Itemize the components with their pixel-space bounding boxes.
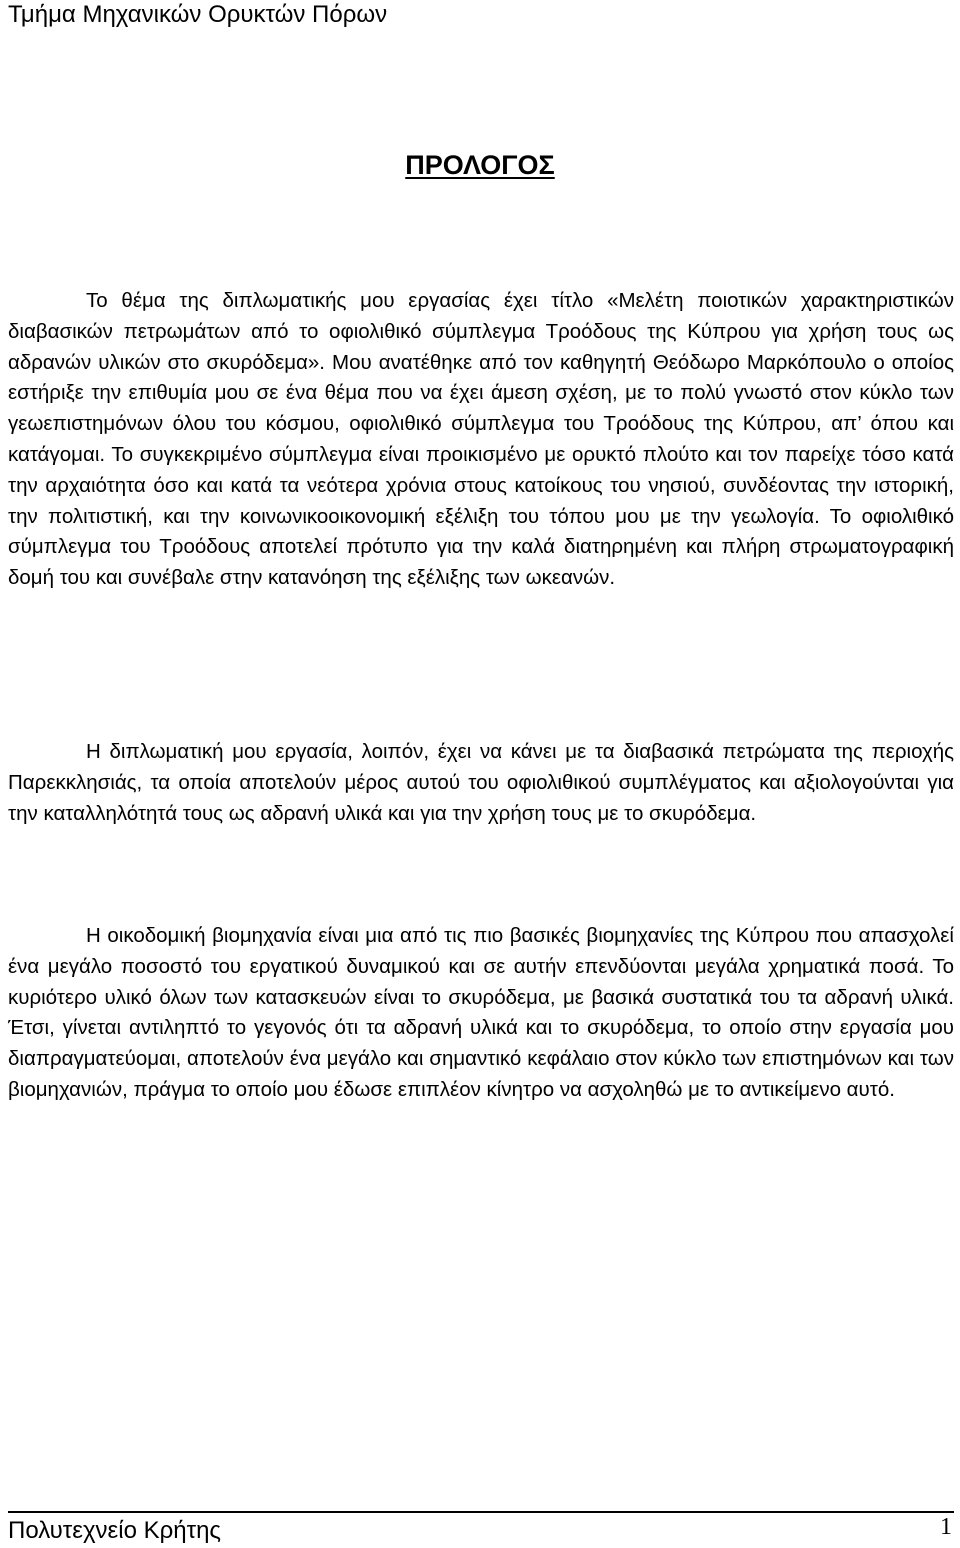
paragraph-2: Η διπλωματική μου εργασία, λοιπόν, έχει να κάνει με τα διαβασικά πετρώματα της περιοχής Παρεκκλησιάς, τα οποία αποτελούν μέρος αυτού του οφιολιθικού συμπλέγματος και αξιολογούνται για την καταλληλότητά τους ως αδρανή υλικά και για την χρήση τους με το σκυρόδεμα. — [8, 740, 954, 825]
footer-institution: Πολυτεχνείο Κρήτης — [8, 1517, 221, 1544]
section-title — [0, 148, 960, 182]
running-header: Τμήμα Μηχανικών Ορυκτών Πόρων — [8, 1, 388, 28]
section-title-text: ΠΡΟΛΟΓΟΣ — [405, 150, 555, 180]
paragraph-1: Το θέμα της διπλωματικής μου εργασίας έχει τίτλο «Μελέτη ποιοτικών χαρακτηριστικών διαβασικών πετρωμάτων από το οφιολιθικό σύμπλεγμα Τροόδους της Κύπρου για χρήση τους ως αδρανών υλικών στο σκυρόδεμα». Μου ανατέθηκε από τον καθηγητή Θεόδωρο Μαρκόπουλο ο οποίος εστήριξε την επιθυμία μου σε ένα θέμα που να έχει άμεση σχέση, με το πολύ γνωστό στον κύκλο των γεωεπιστημόνων όλου του κόσμου, οφιολιθικό σύμπλεγμα του Τροόδους της Κύπρου, απ’ όπου και κατάγομαι. Το συγκεκριμένο σύμπλεγμα είναι προικισμένο με ορυκτό πλούτο και τον παρείχε τόσο κατά την αρχαιότητα όσο και κατά τα νεότερα χρόνια στους κατοίκους του νησιού, συνδέοντας την ιστορική, την πολιτιστική, και την κοινωνικοοικονομική εξέλιξη του τόπου μου με την γεωλογία. Το οφιολιθικό σύμπλεγμα του Τροόδους αποτελεί πρότυπο για την καλά διατηρημένη και πλήρη στρωματογραφική δομή του και συνέβαλε στην κατανόηση της εξέλιξης των ωκεανών. — [8, 289, 954, 590]
page-number: 1 — [940, 1514, 952, 1540]
paragraph-3: Η οικοδομική βιομηχανία είναι μια από τις πιο βασικές βιομηχανίες της Κύπρου που απασχολεί ένα μεγάλο ποσοστό του εργατικού δυναμικού και σε αυτήν επενδύονται μεγάλα χρηματικά ποσά. Το κυριότερο υλικό όλων των κατασκευών είναι το σκυρόδεμα, με βασικά συστατικά του τα αδρανή υλικά. Έτσι, γίνεται αντιληπτό το γεγονός ότι τα αδρανή υλικά και το σκυρόδεμα, το οποίο στην εργασία μου διαπραγματεύομαι, αποτελούν ένα μεγάλο και σημαντικό κεφάλαιο στον κύκλο των επιστημόνων και των βιομηχανιών, πράγμα το οποίο μου έδωσε επιπλέον κίνητρο να ασχοληθώ με το αντικείμενο αυτό. — [8, 924, 954, 1101]
footer-divider — [8, 1511, 954, 1513]
